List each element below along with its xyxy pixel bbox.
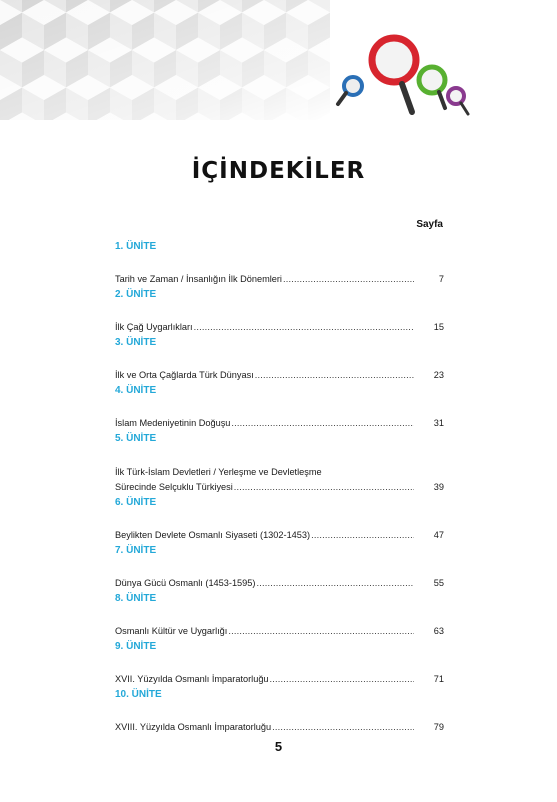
toc-entry-title: Tarih ve Zaman / İnsanlığın İlk Dönemleri xyxy=(115,274,282,284)
toc-entry-title: Osmanlı Kültür ve Uygarlığı xyxy=(115,626,228,636)
unit-heading: 7. ÜNİTE xyxy=(115,545,157,556)
toc-page-number: 79 xyxy=(433,722,444,732)
toc-page-number: 39 xyxy=(433,482,444,492)
toc-page-number: 7 xyxy=(438,274,444,284)
magnifier-small-blue-icon xyxy=(338,77,362,104)
magnifier-green-icon xyxy=(419,67,445,108)
dot-leader xyxy=(256,577,414,589)
dot-leader xyxy=(255,369,414,381)
toc-entry[interactable] xyxy=(115,613,444,637)
toc-page-number: 55 xyxy=(433,578,444,588)
dot-leader xyxy=(194,321,414,333)
toc-page-number: 71 xyxy=(433,674,444,684)
magnifier-purple-icon xyxy=(448,88,468,114)
toc-entry-title: Beylikten Devlete Osmanlı Siyaseti (1302-1453) xyxy=(115,530,311,540)
page-title: İÇİNDEKİLER xyxy=(191,158,366,184)
unit-heading: 9. ÜNİTE xyxy=(115,641,157,652)
toc-entry-title-line: Sürecinde Selçuklu Türkiyesi xyxy=(115,482,233,492)
magnifier-icons xyxy=(328,18,478,128)
toc-page-number: 31 xyxy=(433,418,444,428)
decorative-cube-pattern xyxy=(0,0,330,120)
dot-leader xyxy=(270,673,414,685)
toc-entry[interactable] xyxy=(115,453,444,493)
unit-heading: 8. ÜNİTE xyxy=(115,593,157,604)
toc-entry[interactable] xyxy=(115,405,444,429)
unit-heading: 10. ÜNİTE xyxy=(115,689,162,700)
dot-leader xyxy=(234,481,414,493)
unit-heading: 2. ÜNİTE xyxy=(115,289,157,300)
toc-entry[interactable] xyxy=(115,661,444,685)
dot-leader xyxy=(272,721,414,733)
unit-heading: 6. ÜNİTE xyxy=(115,497,157,508)
unit-heading: 5. ÜNİTE xyxy=(115,433,157,444)
unit-heading: 1. ÜNİTE xyxy=(115,241,157,252)
toc-entry-title: XVIII. Yüzyılda Osmanlı İmparatorluğu xyxy=(115,722,272,732)
toc-entry[interactable] xyxy=(115,309,444,333)
toc-entry[interactable] xyxy=(115,709,444,733)
toc-entry-title: XVII. Yüzyılda Osmanlı İmparatorluğu xyxy=(115,674,269,684)
toc-entry[interactable] xyxy=(115,261,444,285)
dot-leader xyxy=(311,529,414,541)
unit-heading: 4. ÜNİTE xyxy=(115,385,157,396)
toc-entry-title-line: İlk Türk-İslam Devletleri / Yerleşme ve Devletleşme xyxy=(115,467,322,477)
page-column-label: Sayfa xyxy=(416,219,443,230)
toc-page-number: 23 xyxy=(433,370,444,380)
toc-page-number: 47 xyxy=(433,530,444,540)
page-number: 5 xyxy=(274,739,283,754)
dot-leader xyxy=(231,417,414,429)
toc-entry-title: İlk ve Orta Çağlarda Türk Dünyası xyxy=(115,370,254,380)
magnifier-large-red-icon xyxy=(372,38,416,112)
toc-entry-title: İlk Çağ Uygarlıkları xyxy=(115,322,193,332)
toc-page-number: 63 xyxy=(433,626,444,636)
dot-leader xyxy=(228,625,414,637)
table-of-contents xyxy=(115,237,444,733)
unit-heading: 3. ÜNİTE xyxy=(115,337,157,348)
toc-entry[interactable] xyxy=(115,357,444,381)
toc-entry[interactable] xyxy=(115,565,444,589)
dot-leader xyxy=(283,273,414,285)
toc-entry-title: Dünya Gücü Osmanlı (1453-1595) xyxy=(115,578,256,588)
toc-entry-title: İslam Medeniyetinin Doğuşu xyxy=(115,418,231,428)
toc-entry[interactable] xyxy=(115,517,444,541)
toc-page-number: 15 xyxy=(433,322,444,332)
